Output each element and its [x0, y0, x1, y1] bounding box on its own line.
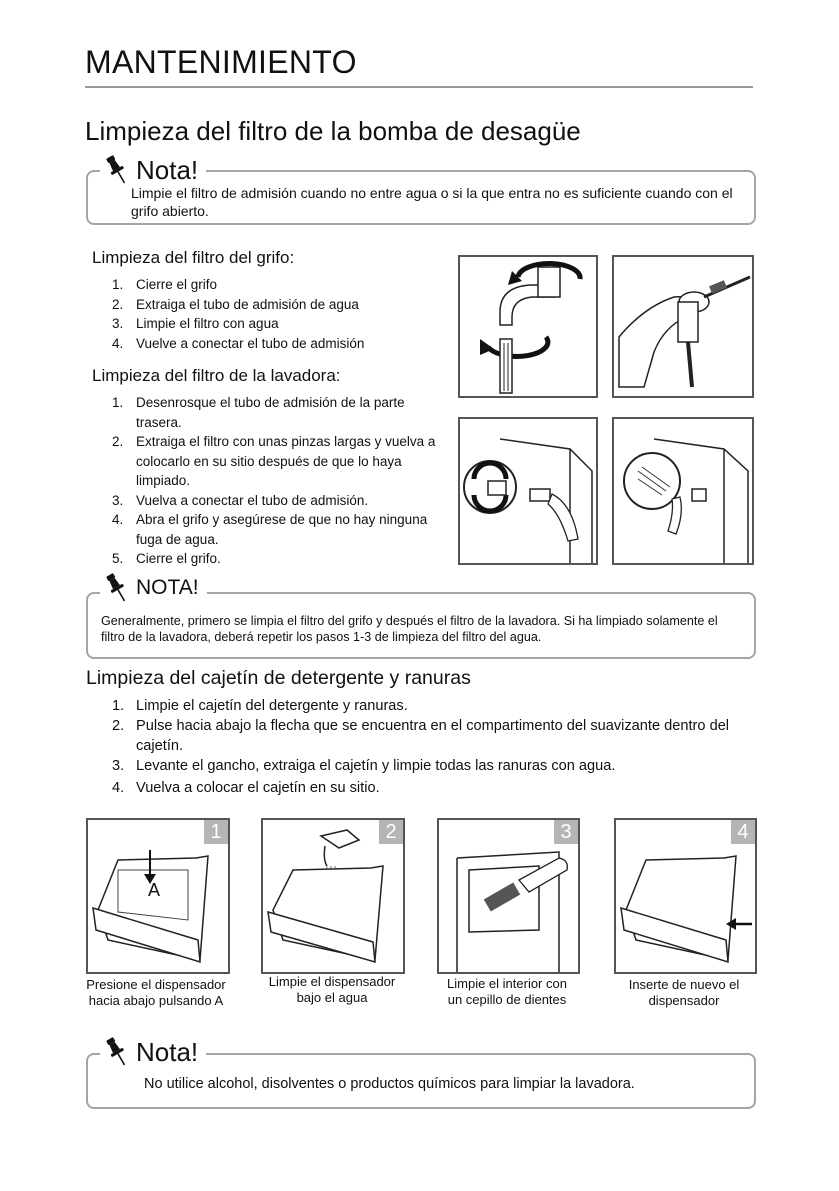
note-header-3 — [100, 1034, 206, 1070]
figure-number: 1 — [204, 820, 228, 844]
list-item: 3. Vuelva a conectar el tubo de admisión. — [112, 492, 369, 508]
list-item: 1. Cierre el grifo — [112, 277, 218, 292]
figure-2-caption: Limpie el dispensador bajo el agua — [268, 974, 396, 1005]
drawer-steps — [112, 696, 752, 798]
pushpin-icon — [104, 1035, 130, 1069]
section-title: Limpieza del filtro de la bomba de desagüe — [85, 116, 581, 146]
hose-unscrew-illustration — [458, 417, 598, 565]
tap-unscrew-illustration — [458, 255, 598, 398]
label-a: A — [148, 880, 161, 900]
list-item: 2. Extraiga el tubo de admisión de agua — [112, 296, 359, 312]
title-divider — [85, 86, 753, 88]
figure-4 — [614, 818, 757, 974]
list-item: 2. Pulse hacia abajo la flecha que se encuentra en el compartimento del suavizante dentro del cajetín. — [112, 718, 730, 754]
note-title-2: NOTA! — [136, 576, 199, 599]
note-header-2 — [100, 570, 207, 606]
note-text-3: No utilice alcohol, disolventes o productos químicos para limpiar la lavadora. — [144, 1076, 635, 1092]
note-header-1 — [100, 152, 206, 188]
list-item: 2. Extraiga el filtro con unas pinzas largas y vuelva a colocarlo en su sitio después de que lo haya limpiado. — [112, 434, 436, 488]
figure-number: 2 — [379, 820, 403, 844]
pushpin-icon — [104, 571, 130, 605]
tap-filter-steps — [112, 275, 442, 353]
note-text-2: Generalmente, primero se limpia el filtro del grifo y después el filtro de la lavadora. Si ha limpiado solamente el filtro de la lavadora, deberá repetir los pasos 1-3 de limpieza del filtro del agua. — [101, 614, 718, 644]
list-item: 4. Vuelve a conectar el tubo de admisión — [112, 335, 365, 351]
figure-4-caption: Inserte de nuevo el dispensador — [628, 977, 740, 1008]
list-item: 1. Limpie el cajetín del detergente y ranuras. — [112, 698, 408, 714]
page-title: MANTENIMIENTO — [85, 44, 357, 80]
figure-2 — [261, 818, 405, 974]
list-item: 5. Cierre el grifo. — [112, 551, 221, 566]
washer-filter-heading: Limpieza del filtro de la lavadora: — [92, 366, 341, 385]
note-title-3: Nota! — [136, 1036, 199, 1067]
list-item: 3. Levante el gancho, extraiga el cajetín y limpie todas las ranuras con agua. — [112, 758, 616, 774]
figure-number: 3 — [554, 820, 578, 844]
list-item: 4. Abra el grifo y asegúrese de que no hay ninguna fuga de agua. — [112, 512, 428, 547]
note-title-1: Nota! — [136, 154, 199, 185]
list-item: 3. Limpie el filtro con agua — [112, 316, 279, 331]
tap-filter-heading: Limpieza del filtro del grifo: — [92, 248, 295, 267]
figure-number: 4 — [731, 820, 755, 844]
note-text-1: Limpie el filtro de admisión cuando no entre agua o si la que entra no es suficiente cuando con el grifo abierto. — [131, 185, 733, 219]
figure-1-caption: Presione el dispensador hacia abajo pulsando A — [86, 977, 226, 1008]
figure-1 — [86, 818, 230, 974]
washer-filter-steps — [112, 393, 447, 569]
list-item: 4. Vuelva a colocar el cajetín en su sitio. — [112, 780, 380, 796]
pushpin-icon — [104, 153, 130, 187]
figure-3-caption: Limpie el interior con un cepillo de dientes — [447, 976, 567, 1007]
filter-brush-illustration — [612, 255, 754, 398]
filter-pliers-illustration — [612, 417, 754, 565]
drawer-heading: Limpieza del cajetín de detergente y ranuras — [86, 667, 471, 689]
figure-3 — [437, 818, 580, 974]
list-item: 1. Desenrosque el tubo de admisión de la parte trasera. — [112, 395, 405, 430]
